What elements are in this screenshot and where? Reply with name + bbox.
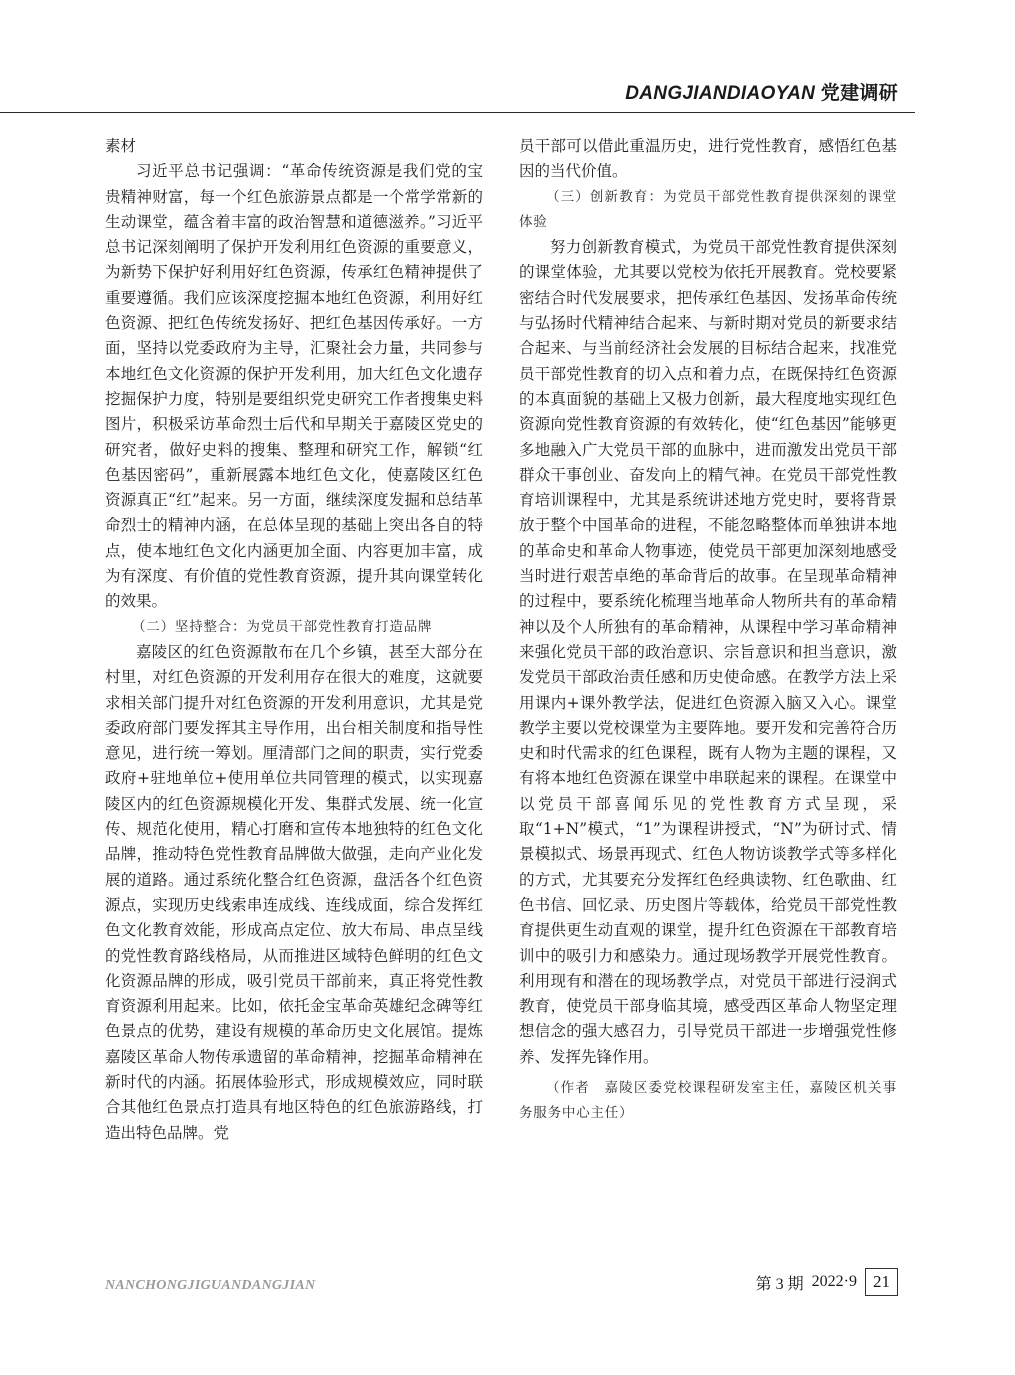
- paragraph-continuation: 员干部可以借此重温历史，进行党性教育，感悟红色基因的当代价值。: [519, 137, 897, 181]
- issue-number: 第 3 期: [755, 1275, 804, 1293]
- header-rule: [0, 112, 915, 113]
- page-footer: [756, 1268, 898, 1296]
- body-paragraph: 嘉陵区的红色资源散布在几个乡镇，甚至大部分在村里，对红色资源的开发利用存在很大的难度，这就要求相关部门提升对红色资源的开发利用意识，尤其是党委政府部门要发挥其主导作用，出台相关制度和指导性意见，进行统一筹划。厘清部门之间的职责，实行党委政府+驻地单位+使用单位共同管理的模式，以实现嘉陵区内的红色资源规模化开发、集群式发展、统一化宣传、规范化使用，精心打磨和宣传本地独特的红色文化品牌，推动特色党性教育品牌做大做强，走向产业化发展的道路。通过系统化整合红色资源，盘活各个红色资源点，实现历史线索串连成线、连线成面，综合发挥红色文化教育效能，形成高点定位、放大布局、串点呈线的党性教育路线格局，从而推进区域特色鲜明的红色文化资源品牌的形成，吸引党员干部前来，真正将党性教育资源利用起来。比如，依托金宝革命英雄纪念碑等红色景点的优势，建设有规模的革命历史文化展馆。提炼嘉陵区革命人物传承遗留的革命精神，挖掘革命精神在新时代的内涵。拓展体验形式，形成规模效应，同时联合其他红色景点打造具有地区特色的红色旅游路线，打造出特色品牌。党: [105, 642, 483, 1142]
- body-paragraph: 习近平总书记强调：“革命传统资源是我们党的宝贵精神财富，每一个红色旅游景点都是一个常学常新的生动课堂，蕴含着丰富的政治智慧和道德滋养。”习近平总书记深刻阐明了保护开发利用红色资源的重要意义，为新势下保护好利用好红色资源，传承红色精神提供了重要遵循。我们应该深度挖掘本地红色资源，利用好红色资源、把红色传统发扬好、把红色基因传承好。一方面，坚持以党委政府为主导，汇聚社会力量，共同参与本地红色文化资源的保护开发利用，加大红色文化遗存挖掘保护力度，特别是要组织党史研究工作者搜集史料图片，积极采访革命烈士后代和早期关于嘉陵区党史的研究者，做好史料的搜集、整理和研究工作，解锁“红色基因密码”，重新展露本地红色文化，使嘉陵区红色资源真正“红”起来。另一方面，继续深度发掘和总结革命烈士的精神内涵，在总体呈现的基础上突出各自的特点，使本地红色文化内涵更加全面、内容更加丰富，成为有深度、有价值的党性教育资源，提升其向课堂转化的效果。: [105, 162, 483, 611]
- journal-name: NANCHONGJIGUANDANGJIAN: [105, 1278, 316, 1293]
- author-note: （作者 嘉陵区委党校课程研发室主任，嘉陵区机关事务服务中心主任）: [519, 1079, 897, 1122]
- section-subheading: （二）坚持整合：为党员干部党性教育打造品牌: [132, 618, 433, 635]
- issue-date: 2022·9: [811, 1273, 857, 1290]
- left-column: [105, 134, 483, 1146]
- section-title-latin: DANGJIANDIAOYAN: [625, 83, 816, 104]
- right-column: [519, 134, 897, 1127]
- section-title-chinese: 党建调研: [820, 83, 898, 104]
- section-subheading: （三）创新教育：为党员干部党性教育提供深刻的课堂体验: [519, 188, 897, 230]
- paragraph-continuation: 素材: [105, 137, 137, 155]
- page-number: 21: [865, 1268, 898, 1296]
- section-header: [625, 78, 898, 105]
- body-paragraph: 努力创新教育模式，为党员干部党性教育提供深刻的课堂体验，尤其要以党校为依托开展教育。党校要紧密结合时代发展要求，把传承红色基因、发扬革命传统与弘扬时代精神结合起来、与新时期对党员的新要求结合起来、与当前经济社会发展的目标结合起来，找准党员干部党性教育的切入点和着力点，在既保持红色资源的本真面貌的基础上又极力创新，最大程度地实现红色资源向党性教育资源的有效转化，使“红色基因”能够更多地融入广大党员干部的血脉中，进而激发出党员干部群众干事创业、奋发向上的精气神。在党员干部党性教育培训课程中，尤其是系统讲述地方党史时，要将背景放于整个中国革命的进程，不能忽略整体而单独讲本地的革命史和革命人物事迹，使党员干部更加深刻地感受当时进行艰苦卓绝的革命背后的故事。在呈现革命精神的过程中，要系统化梳理当地革命人物所共有的革命精神以及个人所独有的革命精神，从课程中学习革命精神来强化党员干部的政治意识、宗旨意识和担当意识，激发党员干部政治责任感和历史使命感。在教学方法上采用课内+课外教学法，促进红色资源入脑又入心。课堂教学主要以党校课堂为主要阵地。要开发和完善符合历史和时代需求的红色课程，既有人物为主题的课程，又有将本地红色资源在课堂中串联起来的课程。在课堂中以党员干部喜闻乐见的党性教育方式呈现，采取“1+N”模式，“1”为课程讲授式，“N”为研讨式、情景模拟式、场景再现式、红色人物访谈教学式等多样化的方式，尤其要充分发挥红色经典读物、红色歌曲、红色书信、回忆录、历史图片等载体，给党员干部党性教育提供更生动直观的课堂，提升红色资源在干部教育培训中的吸引力和感染力。通过现场教学开展党性教育。利用现有和潜在的现场教学点，对党员干部进行浸润式教育，使党员干部身临其境，感受西区革命人物坚定理想信念的强大感召力，引导党员干部进一步增强党性修养、发挥先锋作用。: [519, 238, 897, 1066]
